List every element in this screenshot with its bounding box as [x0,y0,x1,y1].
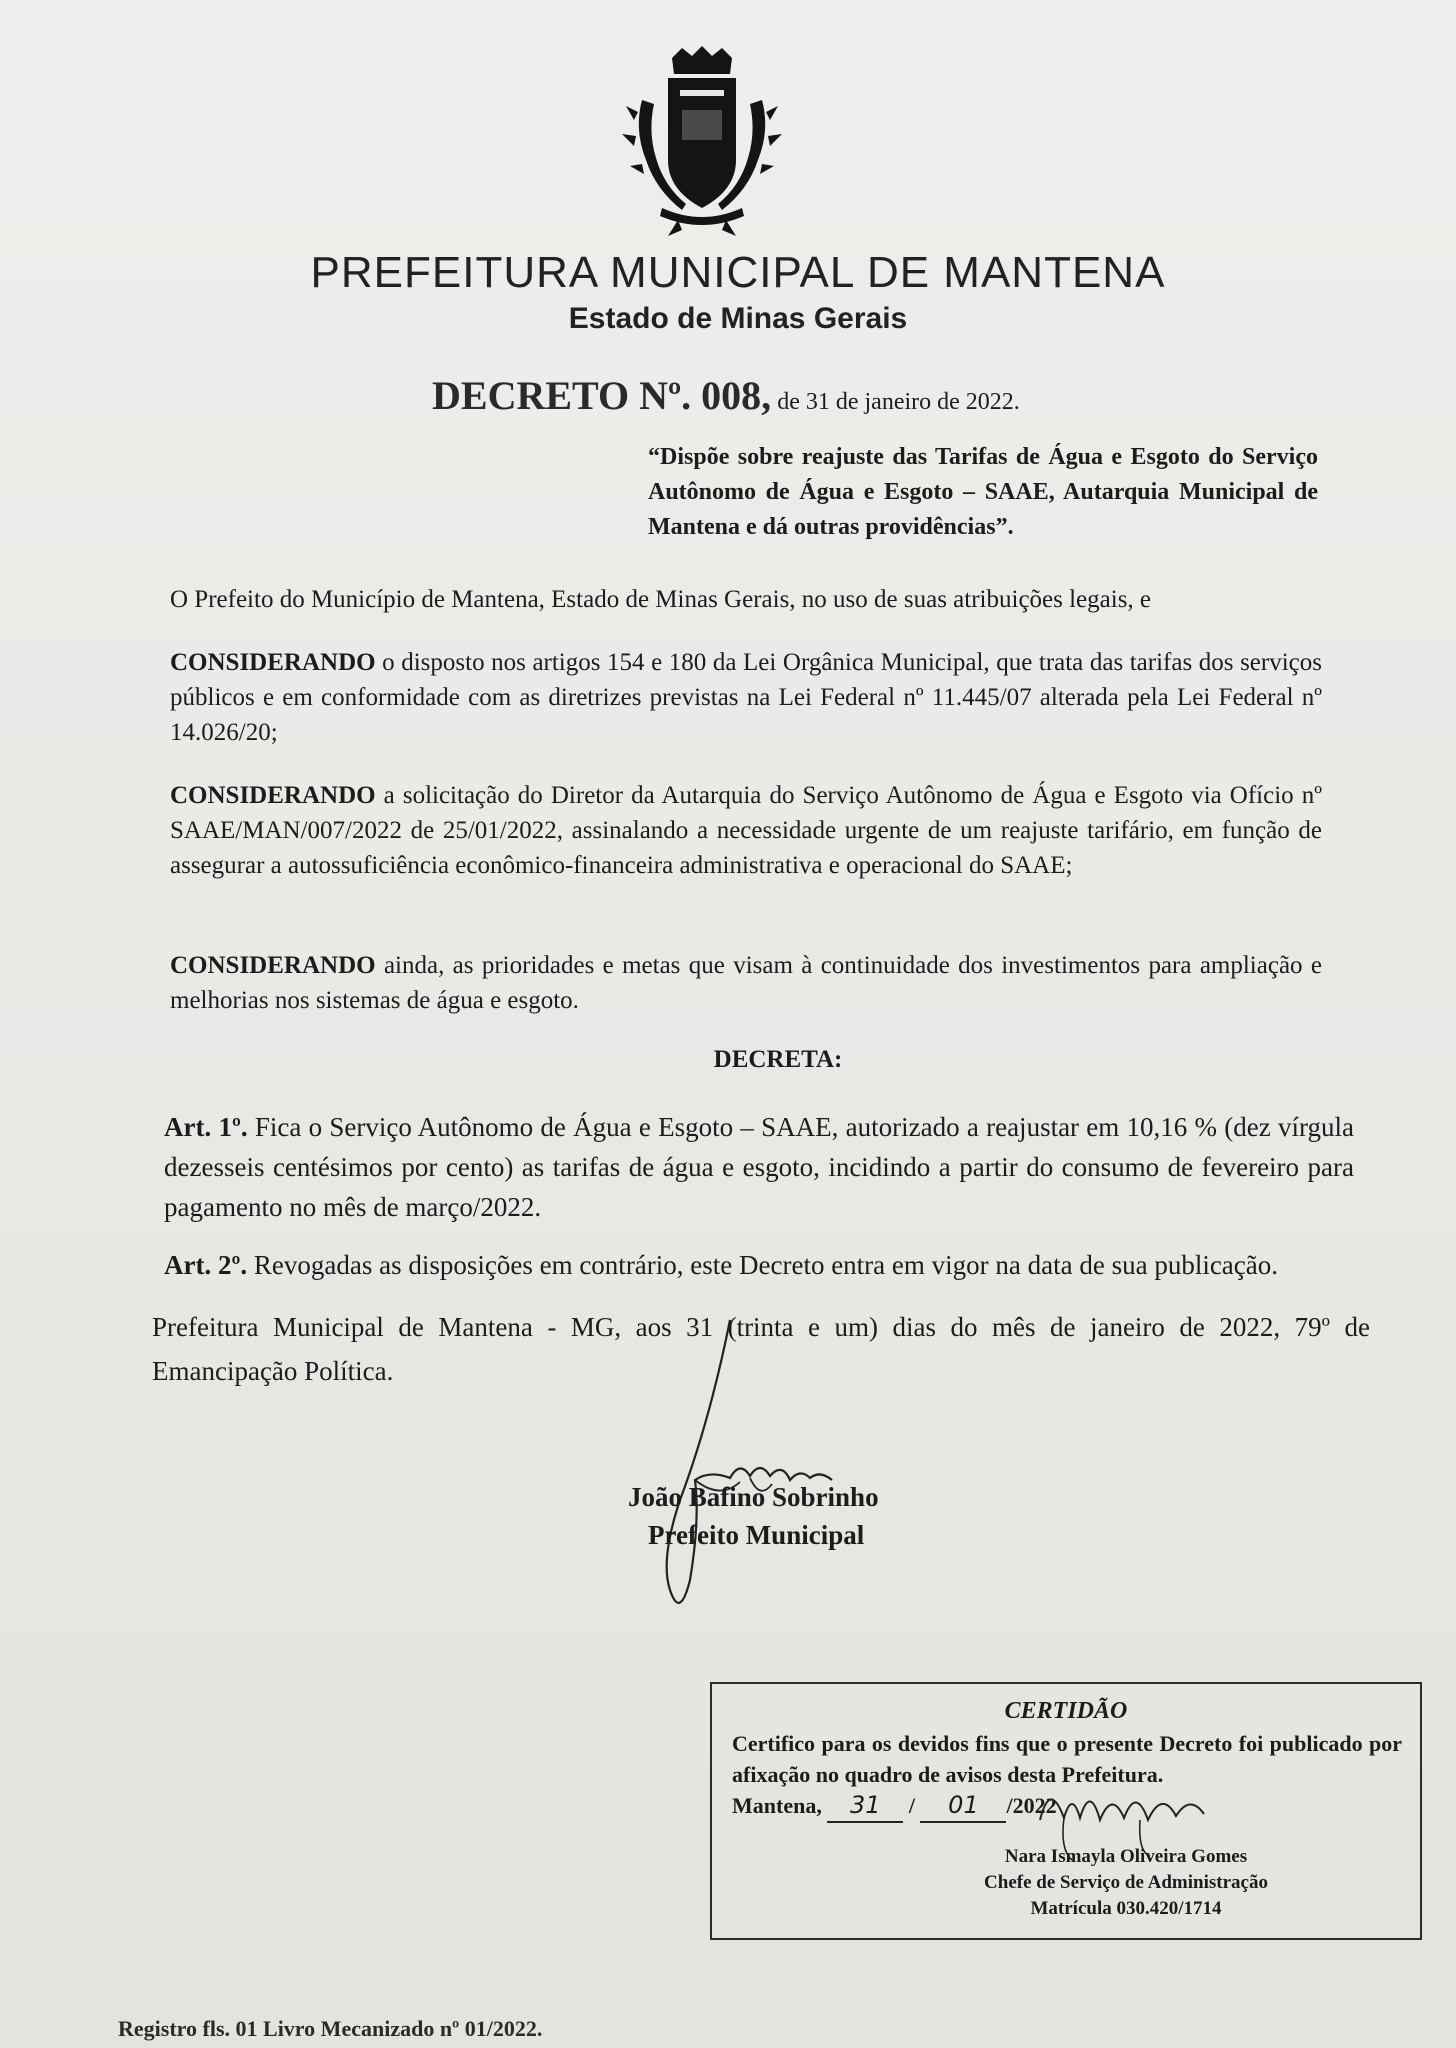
considerando-lead: CONSIDERANDO [170,952,376,979]
signatory-name: João Bafino Sobrinho [628,1482,879,1512]
certidao-body: Certifico para os devidos fins que o presente Decreto foi publicado por afixação no quadro de avisos desta Prefeitura. [732,1731,1402,1787]
decree-ementa: “Dispõe sobre reajuste das Tarifas de Água e Esgoto do Serviço Autônomo de Água e Esgoto – SAAE, Autarquia Municipal de Mantena e dá outras providências”. [648,444,1318,540]
decree-number: DECRETO Nº. 008, [432,373,772,418]
header-title: PREFEITURA MUNICIPAL DE MANTENA [310,248,1166,297]
considerando-text: ainda, as prioridades e metas que visam à continuidade dos investimentos para ampliação e melhorias nos sistemas de água e esgoto. [170,952,1322,1014]
signature-block [620,1478,940,1554]
decreta-heading: DECRETA: [713,1046,843,1073]
certidao-signer-id: Matrícula 030.420/1714 [1030,1898,1222,1919]
certidao-day: 31 [850,1791,881,1819]
registro-line: Registro fls. 01 Livro Mecanizado nº 01/2022. [118,2016,543,2041]
certidao-signer-name: Nara Ismayla Oliveira Gomes [1004,1846,1248,1867]
certidao-date-line: Mantena, 31 / 01 /2022 [732,1790,1057,1823]
considerando-lead: CONSIDERANDO [170,649,376,676]
considerando-1 [170,645,1322,750]
certidao-place: Mantena, [732,1793,822,1818]
header-subtitle: Estado de Minas Gerais [568,302,908,335]
decree-date: de 31 de janeiro de 2022. [771,389,1020,415]
certidao-title: CERTIDÃO [1004,1698,1128,1724]
preamble: O Prefeito do Município de Mantena, Estado de Minas Gerais, no uso de suas atribuições legais, e [170,586,1152,613]
article-2 [164,1245,1354,1285]
certidao-box [710,1682,1422,1940]
considerando-text: a solicitação do Diretor da Autarquia do Serviço Autônomo de Água e Esgoto via Ofício nº SAAE/MAN/007/2022 de 25/01/2022, assinalando a necessidade urgente de um reajuste tarifário, em função de assegurar a autossuficiência econômico-financeira administrativa e operacional do SAAE; [170,782,1322,879]
considerando-3 [170,948,1322,1018]
considerando-2 [170,778,1322,883]
article-text: Revogadas as disposições em contrário, este Decreto entra em vigor na data de sua publicação. [247,1250,1279,1280]
decree-heading [432,372,1020,419]
certidao-signer-role: Chefe de Serviço de Administração [984,1872,1268,1893]
certidao-year: /2022 [1006,1793,1057,1818]
article-1 [164,1107,1354,1227]
municipal-coat-of-arms [612,40,792,240]
closing-paragraph: Prefeitura Municipal de Mantena - MG, aos 31 (trinta e um) dias do mês de janeiro de 2022, 79º de Emancipação Política. [152,1312,1370,1386]
certidao-month: 01 [948,1791,979,1819]
considerando-text: o disposto nos artigos 154 e 180 da Lei Orgânica Municipal, que trata das tarifas dos serviços públicos e em conformidade com as diretrizes previstas na Lei Federal nº 11.445/07 alterada pela Lei Federal nº 14.026/20; [170,649,1322,746]
article-lead: Art. 1º. [164,1112,248,1142]
considerando-lead: CONSIDERANDO [170,782,376,809]
article-lead: Art. 2º. [164,1250,248,1280]
article-text: Fica o Serviço Autônomo de Água e Esgoto – SAAE, autorizado a reajustar em 10,16 % (dez vírgula dezesseis centésimos por cento) as tarifas de água e esgoto, incidindo a partir do consumo de fevereiro para pagamento no mês de março/2022. [164,1112,1355,1222]
certidao-signer [712,1844,1420,1922]
signatory-role: Prefeito Municipal [648,1520,865,1550]
